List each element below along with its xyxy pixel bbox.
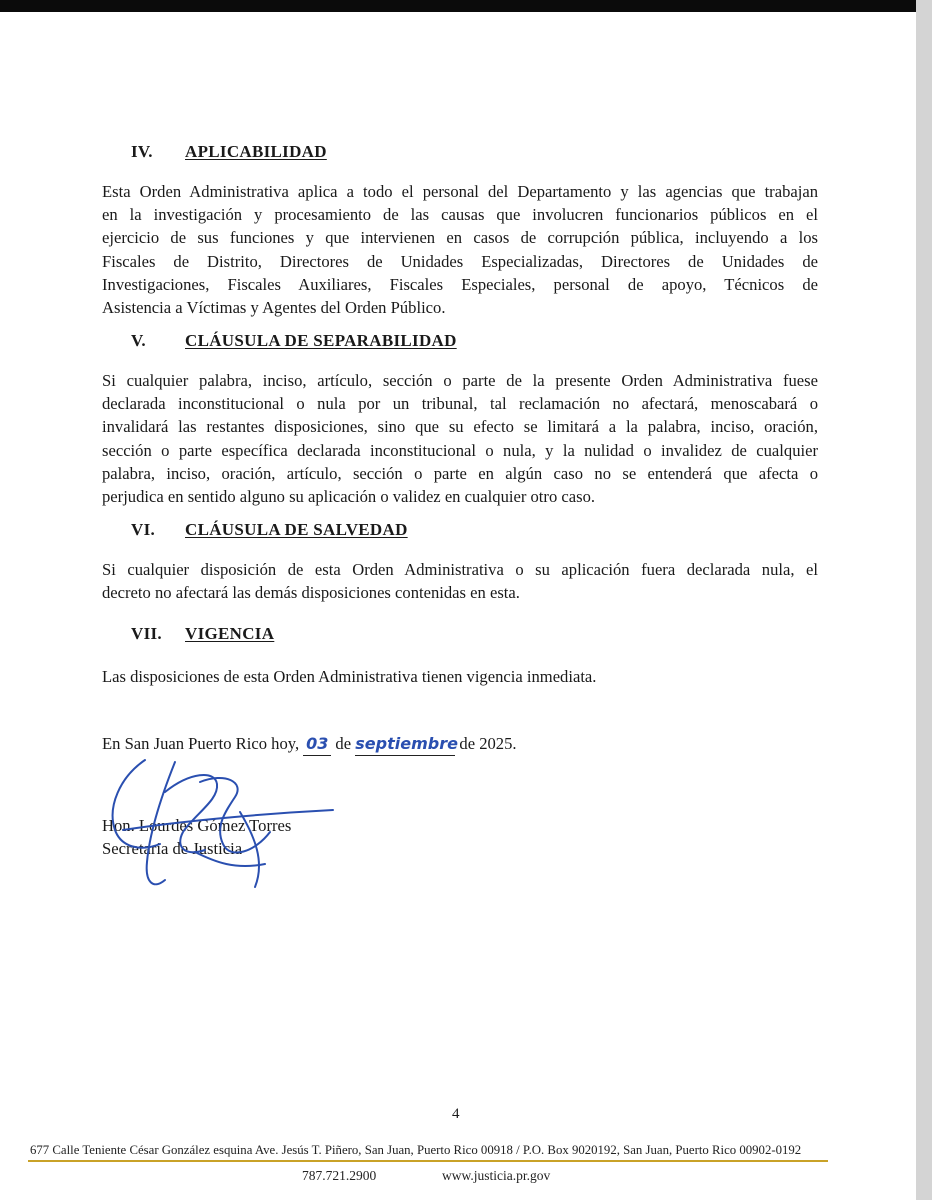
page-number: 4 (452, 1106, 460, 1122)
text-line: Si cualquier palabra, inciso, artículo, sección o parte de la presente Orden Administrativa fuese (102, 371, 818, 390)
section-body-v (102, 369, 818, 508)
section-number: VI. (131, 520, 156, 539)
text-line: ejercicio de sus funciones y que intervienen en casos de corrupción pública, incluyendo a los (102, 228, 818, 248)
footer-rule (28, 1160, 828, 1162)
signer-role: Secretaria de Justicia (102, 839, 243, 858)
section-number: VII. (131, 624, 162, 643)
text-line: Fiscales de Distrito, Directores de Unidades Especializadas, Directores de Unidades de (102, 251, 818, 271)
handwritten-signature (105, 752, 345, 902)
closing-de: de (335, 734, 352, 753)
section-title: VIGENCIA (185, 624, 275, 643)
month-blank (355, 732, 458, 756)
section-title: CLÁUSULA DE SEPARABILIDAD (185, 331, 457, 350)
text-line: Esta Orden Administrativa aplica a todo el personal del Departamento y las agencias que trabajan (102, 182, 818, 201)
footer-address: 677 Calle Teniente César González esquina Ave. Jesús T. Piñero, San Juan, Puerto Rico 00918 / P.O. Box 9020192, San Juan, Puerto Rico 00902-0192 (30, 1143, 802, 1157)
text-line: Asistencia a Víctimas y Agentes del Orden Público. (102, 298, 446, 318)
text-line: en la investigación y procesamiento de las causas que involucren funcionarios públicos en el (102, 205, 818, 225)
section-body-iv (102, 180, 818, 319)
section-body-vii (102, 665, 818, 688)
footer-website: www.justicia.pr.gov (442, 1168, 551, 1183)
text-line: Investigaciones, Fiscales Auxiliares, Fiscales Especiales, personal de apoyo, Técnicos de (102, 274, 818, 294)
section-title: CLÁUSULA DE SALVEDAD (185, 520, 408, 539)
footer-contact (302, 1168, 551, 1184)
text-line: perjudica en sentido alguno su aplicación o validez en cualquier otro caso. (102, 487, 596, 507)
signer-name: Hon. Lourdes Gómez Torres (102, 816, 292, 835)
top-dark-border (0, 0, 932, 12)
closing-prefix: En San Juan Puerto Rico hoy, (102, 734, 300, 753)
section-number: V. (131, 331, 146, 350)
text-line: invalidará las restantes disposiciones, sino que su efecto se limitará a la palabra, inciso, oración, (102, 417, 818, 437)
text-line: decreto no afectará las demás disposiciones contenidas en esta. (102, 583, 520, 603)
section-number: IV. (131, 142, 153, 161)
footer-phone: 787.721.2900 (302, 1168, 377, 1183)
text-line: Las disposiciones de esta Orden Administrativa tienen vigencia inmediata. (102, 667, 597, 686)
document-page (0, 12, 916, 1200)
right-scan-margin (916, 0, 932, 1200)
closing-suffix: de 2025. (459, 734, 517, 753)
text-line: sección o parte específica declarada inconstitucional o nula, y la nulidad o invalidez de cualquier (102, 440, 818, 460)
text-line: declarada inconstitucional o nula por un tribunal, tal reclamación no afectará, menoscabará o (102, 394, 818, 414)
handwritten-month: septiembre (355, 734, 458, 753)
handwritten-day: 03 (306, 734, 329, 753)
text-line: Si cualquier disposición de esta Orden Administrativa o su aplicación fuera declarada nula, el (102, 560, 818, 579)
text-line: palabra, inciso, oración, artículo, sección o parte en algún caso no se entenderá que afecta o (102, 463, 818, 483)
section-title: APLICABILIDAD (185, 142, 327, 161)
section-body-vi (102, 558, 818, 604)
